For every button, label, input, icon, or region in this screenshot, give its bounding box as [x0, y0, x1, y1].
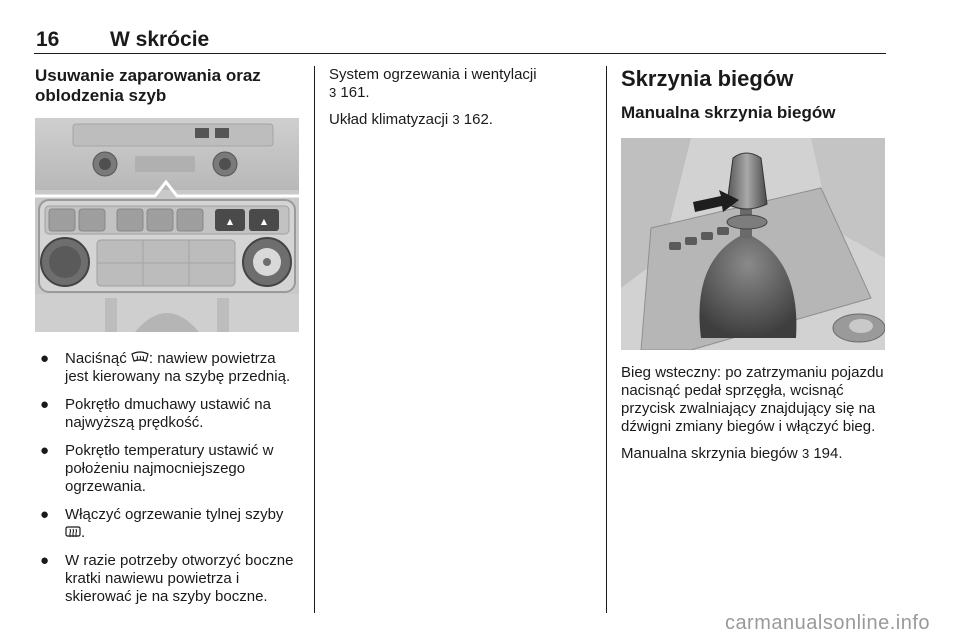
- page-number: 16: [36, 28, 60, 51]
- watermark: carmanualsonline.info: [724, 612, 930, 634]
- column-gearbox: [621, 66, 889, 472]
- page-ref-arrow-icon: 3: [452, 112, 460, 127]
- defrost-heading: Usuwanie zaparowania oraz oblodzenia szyb: [35, 66, 261, 105]
- page-ref-arrow-icon: 3: [329, 85, 337, 100]
- column-divider-1: [314, 66, 315, 613]
- gear-lever-illustration: [621, 138, 885, 350]
- reference-manual-gearbox: Manualna skrzynia biegów 3 194.: [621, 445, 843, 462]
- column-defrost: [35, 66, 300, 616]
- reference-heating: System ogrzewania i wentylacji 3 161.: [329, 66, 537, 101]
- reference-climate: Układ klimatyzacji 3 162.: [329, 111, 493, 128]
- svg-text:▲: ▲: [260, 217, 268, 226]
- page-header: [34, 28, 886, 54]
- list-item: ● Włączyć ogrzewanie tylnej szyby .: [40, 506, 284, 541]
- list-item: ● Naciśnąć : nawiew powietrza jest kierowany na szybę przednią.: [40, 350, 291, 385]
- list-item: ● W razie potrzeby otworzyć boczne kratki nawiewu powietrza i skierować je na szyby boczne.: [40, 552, 294, 605]
- column-references: [329, 66, 591, 138]
- column-divider-2: [606, 66, 607, 613]
- reverse-gear-instructions: Bieg wsteczny: po zatrzymaniu pojazdu nacisnąć pedał sprzęgła, wcisnąć przycisk zwalniający znajdujący się na dźwigni zmiany biegów i włączyć bieg.: [621, 364, 884, 435]
- page-ref-arrow-icon: 3: [801, 446, 810, 461]
- manual-gearbox-subtitle: Manualna skrzynia biegów: [621, 103, 836, 122]
- rear-window-heating-icon: [65, 525, 81, 539]
- section-title: W skrócie: [110, 28, 210, 51]
- svg-text:▲: ▲: [226, 217, 234, 226]
- list-item: ● Pokrętło dmuchawy ustawić na najwyższą prędkość.: [40, 396, 271, 431]
- header-rule: [34, 53, 886, 54]
- gearbox-title: Skrzynia biegów: [621, 66, 794, 91]
- defrost-steps: [35, 350, 300, 606]
- windscreen-defrost-icon: [131, 351, 149, 365]
- list-item: ● Pokrętło temperatury ustawić w położeniu najmocniejszego ogrzewania.: [40, 442, 274, 495]
- climate-control-panel-illustration: [35, 118, 299, 332]
